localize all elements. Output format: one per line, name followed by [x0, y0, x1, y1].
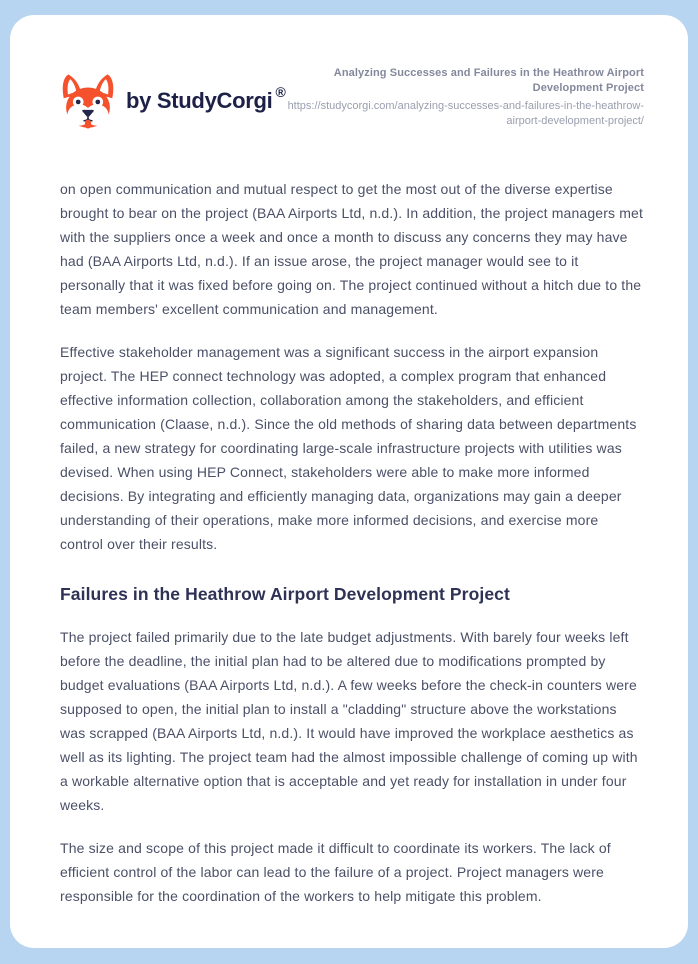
paragraph-stakeholder-management: Effective stakeholder management was a significant success in the airport expansion project. The HEP connect technology was adopted, a complex program that enhanced effective information collection, collaboration among the stakeholders, and efficient communication (Claase, n.d.). Since the old methods of sharing data between departments failed, a new strategy for coordinating large-scale infrastructure projects with utilities was devised. When using HEP Connect, stakeholders were able to make more informed decisions. By integrating and efficiently managing data, organizations may gain a deeper understanding of their operations, make more informed decisions, and exercise more control over their results. [60, 344, 637, 552]
corgi-icon [60, 71, 116, 131]
document-url-link[interactable]: https://studycorgi.com/analyzing-successes-and-failures-in-the-heathrow-airport-development-project/ [287, 100, 644, 127]
document-meta [286, 65, 644, 128]
paragraph-size-and-scope: The size and scope of this project made it difficult to coordinate its workers. The lack of efficient control of the labor can lead to the failure of a project. Project managers were responsible for the coordination of the workers to help mitigate this problem. [60, 840, 611, 904]
section-heading-failures: Failures in the Heathrow Airport Development Project [60, 584, 510, 604]
brand-text: by StudyCorgi [126, 88, 273, 113]
corgi-tongue [85, 120, 91, 129]
paragraph-communication: on open communication and mutual respect to get the most out of the diverse expertise brought to bear on the project (BAA Airports Ltd, n.d.). In addition, the project managers met with the suppliers once a week and once a month to discuss any concerns they may have had (BAA Airports Ltd, n.d.). If an issue arose, the project manager would see to it personally that it was fixed before going on. The project continued without a hitch due to the team members' excellent communication and management. [60, 181, 643, 317]
article-body [60, 177, 644, 908]
paragraph-budget-adjustments: The project failed primarily due to the late budget adjustments. With barely four weeks left before the deadline, the initial plan had to be altered due to modifications prompted by budget evaluations (BAA Airports Ltd, n.d.). A few weeks before the check-in counters were supposed to open, the initial plan to install a "cladding" structure above the workstations was scrapped (BAA Airports Ltd, n.d.). It would have improved the workplace aesthetics as well as its lighting. The project team had the almost impossible challenge of coming up with a workable alternative option that is acceptable and yet ready for installation in under four weeks. [60, 629, 638, 813]
document-header [60, 65, 644, 131]
studycorgi-logo [60, 71, 286, 131]
document-card [10, 15, 688, 948]
document-title: Analyzing Successes and Failures in the Heathrow Airport Development Project [333, 67, 644, 94]
registered-trademark-icon: ® [275, 84, 286, 100]
